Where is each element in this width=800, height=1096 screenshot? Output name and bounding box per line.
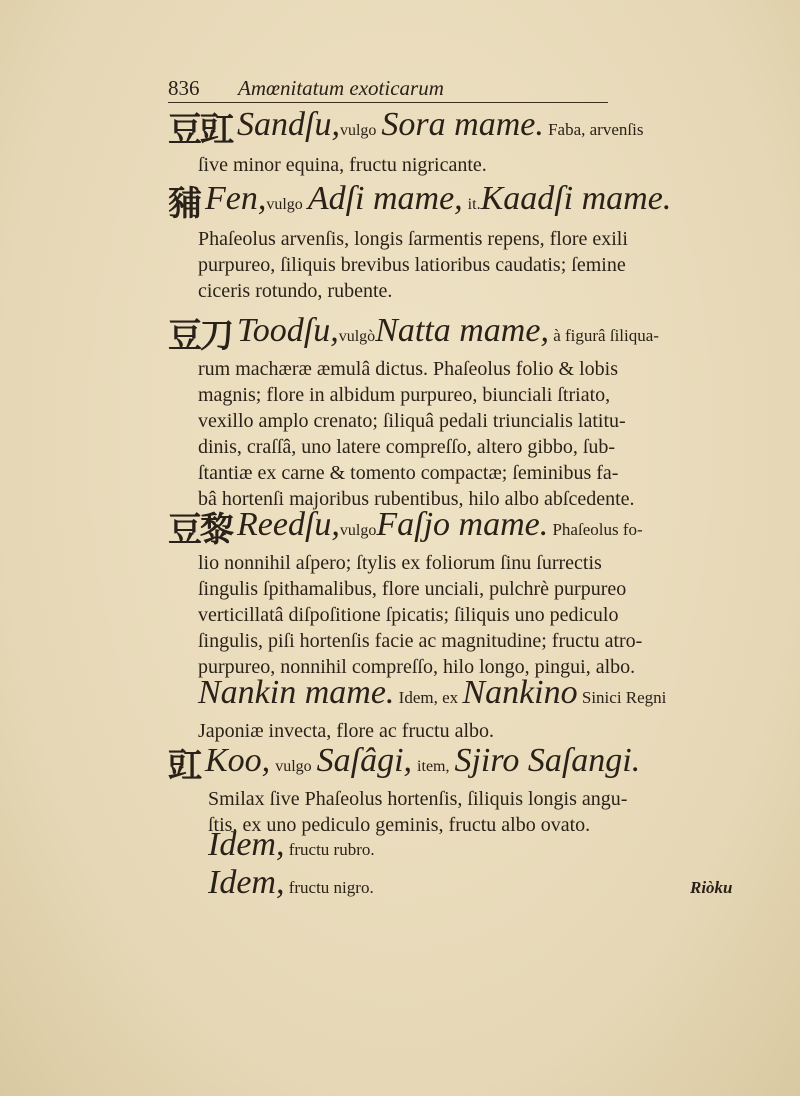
vulgar-name: Nankino xyxy=(462,674,578,711)
entry-text-line: ſingulis, piſi hortenſis facie ac magnitudine; fructu atro- xyxy=(198,630,643,652)
entry-text-line: purpureo, ſiliquis brevibus latioribus caudatis; ſemine xyxy=(198,254,626,276)
entry-headword: Reedſu, xyxy=(237,506,340,543)
page-number: 836 xyxy=(168,76,200,100)
entry-text-line: verticillatâ diſpoſitione ſpicatis; ſiliquis uno pediculo xyxy=(198,604,619,626)
entry-text-line: ciceris rotundo, rubente. xyxy=(198,280,393,302)
alternate-name: Sjiro Saſangi. xyxy=(454,742,641,779)
entry-text-line: ſtantiæ ex carne & tomento compactæ; ſeminibus fa- xyxy=(198,462,619,484)
book-page: 836 Amœnitatum exoticarum 豆豇 Sandſu,vulgo Sora mame. Faba, arvenſis ſive minor equina, fructu nigricante. 豧 Fen,vulgo Adſi mame, it.Kaadſi mame. Phaſeolus arvenſis, longis ſarmentis repens, flore exili purpureo, ſiliquis brevibus latioribus caudatis; ſemine ciceris rotundo, rubente. 豆刀 Toodſu,vulgòNatta mame, à figurâ ſiliqua- rum machæræ æmulâ dictus. Phaſeolus folio & lobis magnis; flore in albidum purpureo, biunciali ſtriato, vexillo amplo crenato; ſiliquâ pedali triuncialis latitu- dinis, craſſâ, uno latere compreſſo, altero gibbo, ſub- ſtantiæ ex carne & tomento compactæ; ſeminibus fa- bâ hortenſi majoribus rubentibus, hilo albo abſcedente. 豆黎 Reedſu,vulgoFaſjo mame. Phaſeolus fo- lio nonnihil aſpero; ſtylis ex foliorum ſinu ſurrectis ſingulis ſpithamalibus, flore unciali, pulchrè purpureo verticillatâ diſpoſitione ſpicatis; ſiliquis uno pediculo ſingulis, piſi hortenſis facie ac magnitudine; fructu atro- purpureo, nonnihil compreſſo, hilo longo, pingui, albo. Nankin mame. Idem, ex Nankino Sinici Regni Japoniæ invecta, flore ac fructu albo. 豇 Koo, vulgo Saſâgi, item, Sjiro Saſangi. Smilax ſive Phaſeolus hortenſis, ſiliquis longis angu- ſtis, ex uno pediculo geminis, fructu albo ovato. Idem, fructu rubro. Idem, fructu nigro. Riòku xyxy=(0,0,800,1096)
entry-text-line: ſingulis ſpithamalibus, flore unciali, pulchrè purpureo xyxy=(198,578,627,600)
entry-headword: Idem, xyxy=(208,864,285,901)
entry-headword: Toodſu, xyxy=(237,312,339,349)
entry-headword: Idem, xyxy=(208,826,285,863)
entry-text-line: ſtis, ex uno pediculo geminis, fructu albo ovato. xyxy=(208,814,591,836)
kanji-glyph: 豧 xyxy=(168,184,200,224)
entry-text-line: Japoniæ invecta, flore ac fructu albo. xyxy=(198,720,494,742)
entry-text-line: purpureo, nonnihil compreſſo, hilo longo, pingui, albo. xyxy=(198,656,636,678)
entry-headword: Fen, xyxy=(205,180,267,217)
running-title: Amœnitatum exoticarum xyxy=(238,76,444,100)
entry-headword: Sandſu, xyxy=(237,106,340,143)
catchword: Riòku xyxy=(690,878,733,897)
vulgar-name: Faſjo mame. xyxy=(376,506,549,543)
entry-headword: Nankin mame. xyxy=(198,674,395,711)
entry-text-line: lio nonnihil aſpero; ſtylis ex foliorum ſinu ſurrectis xyxy=(198,552,602,574)
entry-text-line: vexillo amplo crenato; ſiliquâ pedali triuncialis latitu- xyxy=(198,410,626,432)
entry-text-line: magnis; flore in albidum purpureo, biunciali ſtriato, xyxy=(198,384,611,406)
alternate-name: Kaadſi mame. xyxy=(480,180,672,217)
entry-text-line: Phaſeolus arvenſis, longis ſarmentis repens, flore exili xyxy=(198,228,628,250)
entry-text-line: bâ hortenſi majoribus rubentibus, hilo albo abſcedente. xyxy=(198,488,635,510)
vulgar-name: Sora mame. xyxy=(381,106,544,143)
vulgar-name: Adſi mame, xyxy=(307,180,463,217)
entry-text-line: dinis, craſſâ, uno latere compreſſo, altero gibbo, ſub- xyxy=(198,436,616,458)
entry-text-line: Smilax ſive Phaſeolus hortenſis, ſiliquis longis angu- xyxy=(208,788,628,810)
vulgar-name: Natta mame, xyxy=(375,312,549,349)
entry-headword: Koo, xyxy=(205,742,271,779)
kanji-glyph: 豆豇 xyxy=(168,110,232,150)
entry-text-line: ſive minor equina, fructu nigricante. xyxy=(198,154,487,176)
entry-text-line: rum machæræ æmulâ dictus. Phaſeolus folio & lobis xyxy=(198,358,618,380)
vulgar-name: Saſâgi, xyxy=(316,742,413,779)
kanji-glyph: 豇 xyxy=(168,746,200,786)
kanji-glyph: 豆黎 xyxy=(168,510,232,550)
kanji-glyph: 豆刀 xyxy=(168,316,232,356)
page-header xyxy=(168,76,608,103)
